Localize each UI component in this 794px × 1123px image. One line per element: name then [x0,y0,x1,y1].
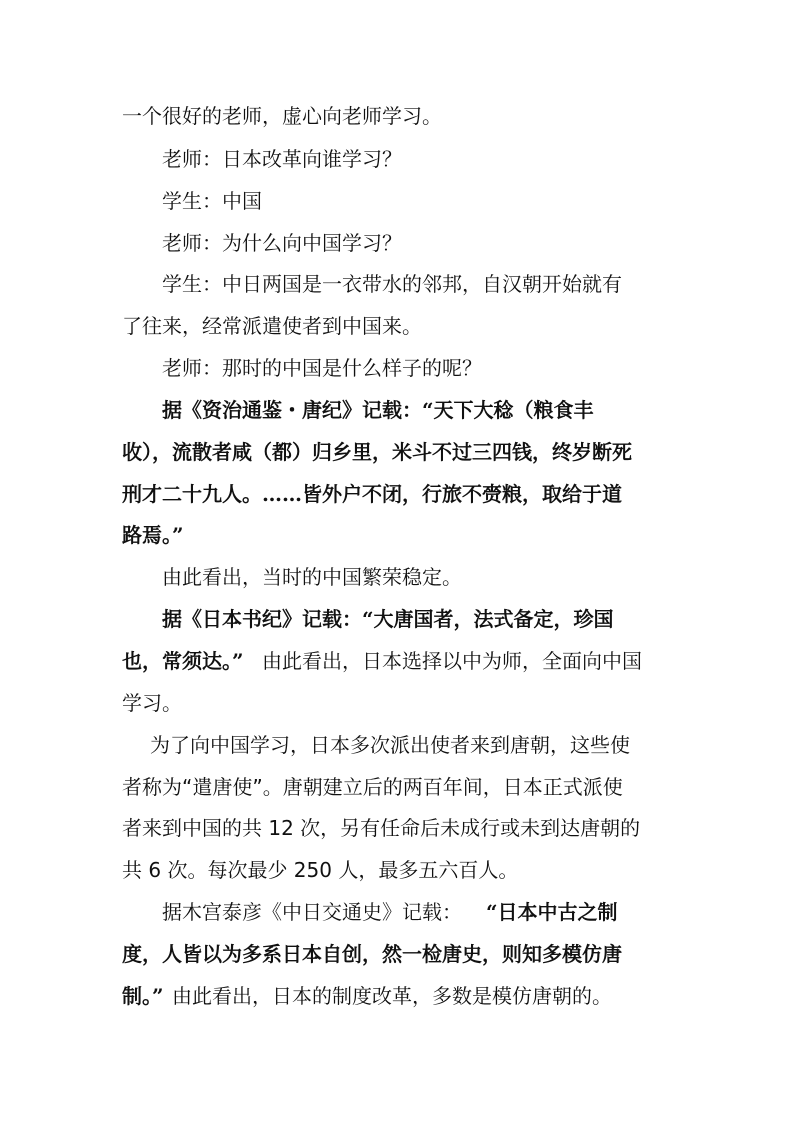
quote-line-1: 据《资治通鉴・唐纪》记载：“天下大稔（粮食丰 [162,398,594,422]
text-line-12: 者称为“遣唐使”。唐朝建立后的两百年间，日本正式派使 [122,775,623,799]
text-line-9: 由此看出，日本选择以中为师，全面向中国 [262,649,642,673]
text-line-11: 为了向中国学习，日本多次派出使者来到唐朝，这些使 [150,733,630,757]
text-line-15: 据木宫泰彦《中日交通史》记载： [162,900,462,924]
quote-line-2: 收），流散者咸（都）归乡里，米斗不过三四钱，终岁断死 [122,440,632,464]
text-line-6: 了往来，经常派遣使者到中国来。 [122,314,422,338]
text-line-2: 老师：日本改革向谁学习？ [162,147,402,171]
text-line-4: 老师：为什么向中国学习？ [162,231,402,255]
text-line-8: 由此看出，当时的中国繁荣稳定。 [162,565,462,589]
quote-line-9: 制。” [122,984,164,1008]
quote-line-5: 据《日本书纪》记载：“大唐国者，法式备定，珍国 [162,607,614,631]
text-line-3: 学生：中国 [162,189,262,213]
text-line-13: 者来到中国的共 12 次，另有任命后未成行或未到达唐朝的 [122,816,641,840]
quote-line-4: 路焉。” [122,523,184,547]
quote-line-8: 度，人皆以为多系日本自创，然一检唐史，则知多模仿唐 [122,942,622,966]
text-line-1: 一个很好的老师，虚心向老师学习。 [122,104,442,128]
text-line-14: 共 6 次。每次最少 250 人，最多五六百人。 [122,858,519,882]
text-line-7: 老师：那时的中国是什么样子的呢？ [162,356,482,380]
text-line-5: 学生：中日两国是一衣带水的邻邦，自汉朝开始就有 [162,272,622,296]
text-line-16: 由此看出，日本的制度改革，多数是模仿唐朝的。 [172,984,612,1008]
quote-line-3: 刑才二十九人。……皆外户不闭，行旅不赍粮，取给于道 [122,482,622,506]
text-line-10: 学习。 [122,691,182,715]
quote-line-7: “日本中古之制 [486,900,618,924]
quote-line-6: 也，常须达。” [122,649,244,673]
